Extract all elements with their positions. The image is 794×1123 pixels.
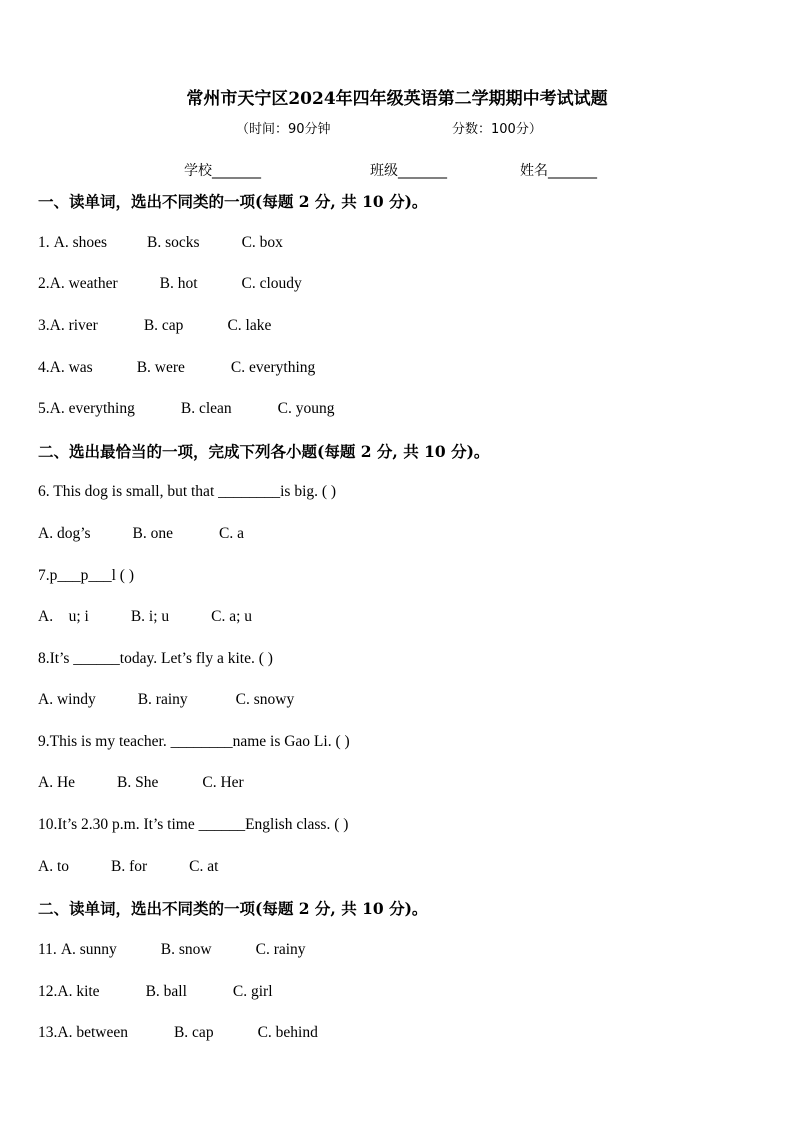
option-b: B. i; u <box>130 608 170 625</box>
question-1 <box>38 234 283 252</box>
option-a: A. to <box>38 858 69 875</box>
option-a: A. river <box>49 317 98 334</box>
option-c: C. a; u <box>211 608 253 625</box>
section-2-title: 二、选出最恰当的一项，完成下列各小题(每题 2 分, 共 10 分)。 <box>38 442 490 461</box>
question-number: 5. <box>38 400 50 417</box>
question-3 <box>38 317 271 335</box>
question-4 <box>38 359 315 377</box>
option-b: B. rainy <box>137 691 188 708</box>
question-9-options <box>38 774 244 792</box>
option-b: B. one <box>132 525 174 542</box>
option-a: A. shoes <box>53 234 108 251</box>
question-10-options <box>38 858 218 876</box>
option-b: B. cap <box>173 1024 214 1041</box>
option-c: C. Her <box>202 774 244 791</box>
option-c: C. rainy <box>255 941 306 958</box>
option-c: C. cloudy <box>241 275 302 292</box>
option-a: A. kite <box>57 983 100 1000</box>
option-b: B. socks <box>147 234 200 251</box>
option-a: A. u; i <box>38 608 89 625</box>
question-6-options <box>38 525 244 543</box>
exam-score: 分数：100分） <box>452 122 542 137</box>
option-c: C. behind <box>257 1024 318 1041</box>
question-11 <box>38 941 306 959</box>
question-number: 1. <box>38 234 50 251</box>
option-c: C. everything <box>230 359 316 376</box>
option-b: B. hot <box>159 275 198 292</box>
question-7-options <box>38 608 252 626</box>
question-7: 7.p___p___l ( ) <box>38 567 135 584</box>
question-number: 4. <box>38 359 50 376</box>
question-number: 3. <box>38 317 50 334</box>
question-5 <box>38 400 335 418</box>
question-13 <box>38 1024 318 1042</box>
option-a: A. was <box>49 359 93 376</box>
option-b: B. cap <box>143 317 184 334</box>
question-number: 2. <box>38 275 50 292</box>
option-a: A. He <box>38 774 76 791</box>
question-6: 6. This dog is small, but that ________is big. ( ) <box>38 483 337 500</box>
option-b: B. ball <box>145 983 187 1000</box>
question-8: 8.It’s ______today. Let’s fly a kite. ( ) <box>38 650 273 667</box>
option-a: A. between <box>57 1024 128 1041</box>
question-10: 10.It’s 2.30 p.m. It’s time ______English class. ( ) <box>38 816 349 833</box>
question-8-options <box>38 691 294 709</box>
question-12 <box>38 983 273 1001</box>
option-c: C. girl <box>232 983 273 1000</box>
option-c: C. young <box>277 400 335 417</box>
option-a: A. everything <box>49 400 135 417</box>
option-b: B. snow <box>160 941 212 958</box>
option-c: C. at <box>189 858 219 875</box>
option-c: C. a <box>219 525 244 542</box>
option-b: B. She <box>117 774 159 791</box>
name-field: 姓名_______ <box>520 163 597 179</box>
option-c: C. lake <box>227 317 272 334</box>
question-9: 9.This is my teacher. ________name is Gao Li. ( ) <box>38 733 350 750</box>
section-1-title: 一、读单词，选出不同类的一项(每题 2 分, 共 10 分)。 <box>38 192 428 211</box>
option-a: A. windy <box>38 691 96 708</box>
question-number: 13. <box>38 1024 58 1041</box>
question-2 <box>38 275 302 293</box>
option-c: C. box <box>241 234 283 251</box>
option-b: B. clean <box>180 400 232 417</box>
question-number: 11. <box>38 941 57 958</box>
school-field: 学校_______ <box>184 163 261 179</box>
option-a: A. dog’s <box>38 525 91 542</box>
question-number: 12. <box>38 983 58 1000</box>
section-3-title: 二、读单词，选出不同类的一项(每题 2 分, 共 10 分)。 <box>38 899 428 918</box>
exam-time: （时间：90分钟 <box>236 122 331 137</box>
option-c: C. snowy <box>235 691 295 708</box>
exam-title: 常州市天宁区2024年四年级英语第二学期期中考试试题 <box>186 89 608 109</box>
option-a: A. sunny <box>60 941 117 958</box>
option-b: B. for <box>111 858 148 875</box>
option-a: A. weather <box>49 275 118 292</box>
class-field: 班级_______ <box>370 163 447 179</box>
option-b: B. were <box>136 359 185 376</box>
